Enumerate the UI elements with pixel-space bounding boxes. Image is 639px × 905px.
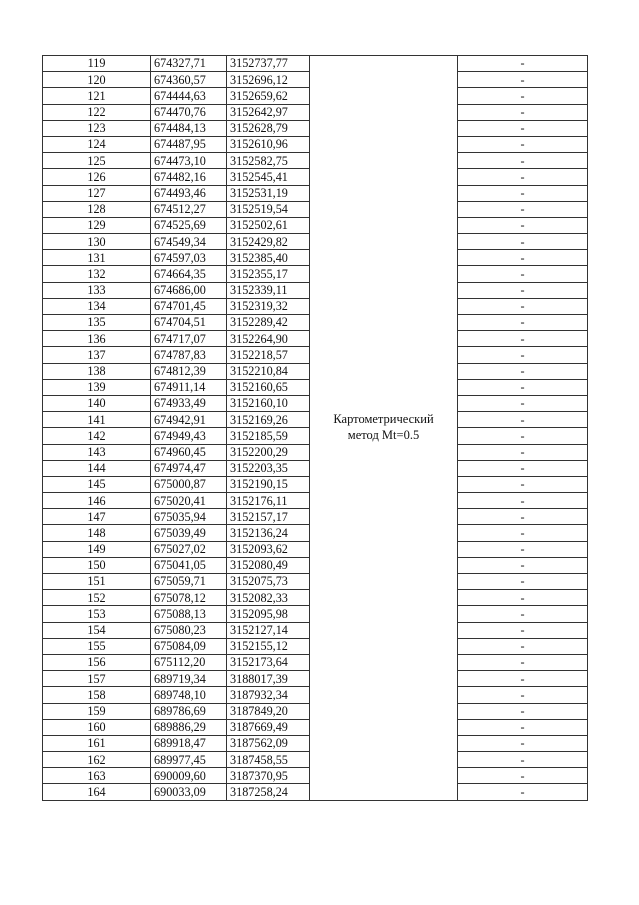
x-coordinate-cell: 674549,34 xyxy=(151,234,227,250)
x-coordinate-cell: 674470,76 xyxy=(151,104,227,120)
point-number-cell: 140 xyxy=(43,395,151,411)
accuracy-cell: - xyxy=(458,315,588,331)
accuracy-cell: - xyxy=(458,379,588,395)
accuracy-cell: - xyxy=(458,298,588,314)
accuracy-cell: - xyxy=(458,250,588,266)
y-coordinate-cell: 3187370,95 xyxy=(227,768,310,784)
x-coordinate-cell: 674473,10 xyxy=(151,153,227,169)
x-coordinate-cell: 689918,47 xyxy=(151,735,227,751)
y-coordinate-cell: 3152531,19 xyxy=(227,185,310,201)
accuracy-cell: - xyxy=(458,395,588,411)
point-number-cell: 156 xyxy=(43,654,151,670)
accuracy-cell: - xyxy=(458,217,588,233)
point-number-cell: 145 xyxy=(43,476,151,492)
x-coordinate-cell: 674942,91 xyxy=(151,412,227,428)
x-coordinate-cell: 674525,69 xyxy=(151,217,227,233)
y-coordinate-cell: 3152169,26 xyxy=(227,412,310,428)
x-coordinate-cell: 675041,05 xyxy=(151,557,227,573)
accuracy-cell: - xyxy=(458,56,588,72)
y-coordinate-cell: 3152659,62 xyxy=(227,88,310,104)
point-number-cell: 143 xyxy=(43,444,151,460)
y-coordinate-cell: 3152173,64 xyxy=(227,654,310,670)
point-number-cell: 121 xyxy=(43,88,151,104)
x-coordinate-cell: 675039,49 xyxy=(151,525,227,541)
x-coordinate-cell: 675080,23 xyxy=(151,622,227,638)
x-coordinate-cell: 674360,57 xyxy=(151,72,227,88)
y-coordinate-cell: 3152075,73 xyxy=(227,574,310,590)
coordinates-table-body xyxy=(43,56,588,801)
y-coordinate-cell: 3152610,96 xyxy=(227,136,310,152)
y-coordinate-cell: 3152160,10 xyxy=(227,395,310,411)
point-number-cell: 123 xyxy=(43,120,151,136)
point-number-cell: 141 xyxy=(43,412,151,428)
point-number-cell: 150 xyxy=(43,557,151,573)
x-coordinate-cell: 690033,09 xyxy=(151,784,227,800)
point-number-cell: 159 xyxy=(43,703,151,719)
y-coordinate-cell: 3152355,17 xyxy=(227,266,310,282)
accuracy-cell: - xyxy=(458,120,588,136)
x-coordinate-cell: 689748,10 xyxy=(151,687,227,703)
accuracy-cell: - xyxy=(458,622,588,638)
y-coordinate-cell: 3152289,42 xyxy=(227,315,310,331)
point-number-cell: 120 xyxy=(43,72,151,88)
y-coordinate-cell: 3152642,97 xyxy=(227,104,310,120)
y-coordinate-cell: 3152155,12 xyxy=(227,638,310,654)
x-coordinate-cell: 674933,49 xyxy=(151,395,227,411)
accuracy-cell: - xyxy=(458,509,588,525)
point-number-cell: 133 xyxy=(43,282,151,298)
x-coordinate-cell: 674812,39 xyxy=(151,363,227,379)
x-coordinate-cell: 674960,45 xyxy=(151,444,227,460)
accuracy-cell: - xyxy=(458,347,588,363)
y-coordinate-cell: 3152200,29 xyxy=(227,444,310,460)
point-number-cell: 146 xyxy=(43,493,151,509)
accuracy-cell: - xyxy=(458,412,588,428)
point-number-cell: 147 xyxy=(43,509,151,525)
x-coordinate-cell: 675000,87 xyxy=(151,476,227,492)
y-coordinate-cell: 3188017,39 xyxy=(227,671,310,687)
accuracy-cell: - xyxy=(458,282,588,298)
point-number-cell: 155 xyxy=(43,638,151,654)
method-cell xyxy=(310,56,458,801)
accuracy-cell: - xyxy=(458,185,588,201)
point-number-cell: 134 xyxy=(43,298,151,314)
x-coordinate-cell: 674787,83 xyxy=(151,347,227,363)
x-coordinate-cell: 689977,45 xyxy=(151,752,227,768)
y-coordinate-cell: 3152127,14 xyxy=(227,622,310,638)
point-number-cell: 132 xyxy=(43,266,151,282)
point-number-cell: 160 xyxy=(43,719,151,735)
accuracy-cell: - xyxy=(458,687,588,703)
accuracy-cell: - xyxy=(458,476,588,492)
point-number-cell: 129 xyxy=(43,217,151,233)
x-coordinate-cell: 674949,43 xyxy=(151,428,227,444)
y-coordinate-cell: 3152176,11 xyxy=(227,493,310,509)
coordinates-table xyxy=(42,55,588,801)
point-number-cell: 148 xyxy=(43,525,151,541)
y-coordinate-cell: 3152429,82 xyxy=(227,234,310,250)
accuracy-cell: - xyxy=(458,234,588,250)
point-number-cell: 149 xyxy=(43,541,151,557)
x-coordinate-cell: 674664,35 xyxy=(151,266,227,282)
y-coordinate-cell: 3152080,49 xyxy=(227,557,310,573)
y-coordinate-cell: 3152385,40 xyxy=(227,250,310,266)
y-coordinate-cell: 3152082,33 xyxy=(227,590,310,606)
y-coordinate-cell: 3152519,54 xyxy=(227,201,310,217)
point-number-cell: 136 xyxy=(43,331,151,347)
x-coordinate-cell: 675059,71 xyxy=(151,574,227,590)
y-coordinate-cell: 3152339,11 xyxy=(227,282,310,298)
x-coordinate-cell: 674512,27 xyxy=(151,201,227,217)
accuracy-cell: - xyxy=(458,703,588,719)
point-number-cell: 122 xyxy=(43,104,151,120)
accuracy-cell: - xyxy=(458,363,588,379)
x-coordinate-cell: 675112,20 xyxy=(151,654,227,670)
y-coordinate-cell: 3152095,98 xyxy=(227,606,310,622)
x-coordinate-cell: 674974,47 xyxy=(151,460,227,476)
x-coordinate-cell: 674482,16 xyxy=(151,169,227,185)
accuracy-cell: - xyxy=(458,72,588,88)
accuracy-cell: - xyxy=(458,104,588,120)
x-coordinate-cell: 689719,34 xyxy=(151,671,227,687)
accuracy-cell: - xyxy=(458,88,588,104)
point-number-cell: 124 xyxy=(43,136,151,152)
y-coordinate-cell: 3187849,20 xyxy=(227,703,310,719)
accuracy-cell: - xyxy=(458,606,588,622)
accuracy-cell: - xyxy=(458,331,588,347)
x-coordinate-cell: 674493,46 xyxy=(151,185,227,201)
point-number-cell: 154 xyxy=(43,622,151,638)
x-coordinate-cell: 675088,13 xyxy=(151,606,227,622)
x-coordinate-cell: 689786,69 xyxy=(151,703,227,719)
x-coordinate-cell: 674911,14 xyxy=(151,379,227,395)
accuracy-cell: - xyxy=(458,784,588,800)
point-number-cell: 126 xyxy=(43,169,151,185)
point-number-cell: 161 xyxy=(43,735,151,751)
accuracy-cell: - xyxy=(458,557,588,573)
point-number-cell: 138 xyxy=(43,363,151,379)
x-coordinate-cell: 674701,45 xyxy=(151,298,227,314)
point-number-cell: 135 xyxy=(43,315,151,331)
x-coordinate-cell: 675035,94 xyxy=(151,509,227,525)
y-coordinate-cell: 3152203,35 xyxy=(227,460,310,476)
y-coordinate-cell: 3187562,09 xyxy=(227,735,310,751)
x-coordinate-cell: 675027,02 xyxy=(151,541,227,557)
point-number-cell: 139 xyxy=(43,379,151,395)
point-number-cell: 137 xyxy=(43,347,151,363)
x-coordinate-cell: 674717,07 xyxy=(151,331,227,347)
x-coordinate-cell: 675020,41 xyxy=(151,493,227,509)
y-coordinate-cell: 3152628,79 xyxy=(227,120,310,136)
accuracy-cell: - xyxy=(458,590,588,606)
x-coordinate-cell: 689886,29 xyxy=(151,719,227,735)
method-text-line: Картометрический xyxy=(333,412,434,427)
accuracy-cell: - xyxy=(458,638,588,654)
accuracy-cell: - xyxy=(458,768,588,784)
point-number-cell: 153 xyxy=(43,606,151,622)
point-number-cell: 157 xyxy=(43,671,151,687)
point-number-cell: 119 xyxy=(43,56,151,72)
y-coordinate-cell: 3152582,75 xyxy=(227,153,310,169)
accuracy-cell: - xyxy=(458,169,588,185)
accuracy-cell: - xyxy=(458,654,588,670)
x-coordinate-cell: 674444,63 xyxy=(151,88,227,104)
method-text-line: метод Mt=0.5 xyxy=(347,427,420,442)
x-coordinate-cell: 675084,09 xyxy=(151,638,227,654)
x-coordinate-cell: 674484,13 xyxy=(151,120,227,136)
point-number-cell: 151 xyxy=(43,574,151,590)
accuracy-cell: - xyxy=(458,428,588,444)
y-coordinate-cell: 3187932,34 xyxy=(227,687,310,703)
y-coordinate-cell: 3187458,55 xyxy=(227,752,310,768)
y-coordinate-cell: 3152218,57 xyxy=(227,347,310,363)
y-coordinate-cell: 3187258,24 xyxy=(227,784,310,800)
y-coordinate-cell: 3152545,41 xyxy=(227,169,310,185)
point-number-cell: 162 xyxy=(43,752,151,768)
y-coordinate-cell: 3187669,49 xyxy=(227,719,310,735)
y-coordinate-cell: 3152093,62 xyxy=(227,541,310,557)
point-number-cell: 131 xyxy=(43,250,151,266)
point-number-cell: 144 xyxy=(43,460,151,476)
accuracy-cell: - xyxy=(458,719,588,735)
x-coordinate-cell: 674597,03 xyxy=(151,250,227,266)
accuracy-cell: - xyxy=(458,525,588,541)
accuracy-cell: - xyxy=(458,671,588,687)
x-coordinate-cell: 674487,95 xyxy=(151,136,227,152)
point-number-cell: 163 xyxy=(43,768,151,784)
point-number-cell: 130 xyxy=(43,234,151,250)
point-number-cell: 127 xyxy=(43,185,151,201)
y-coordinate-cell: 3152502,61 xyxy=(227,217,310,233)
point-number-cell: 142 xyxy=(43,428,151,444)
y-coordinate-cell: 3152136,24 xyxy=(227,525,310,541)
accuracy-cell: - xyxy=(458,541,588,557)
x-coordinate-cell: 674327,71 xyxy=(151,56,227,72)
y-coordinate-cell: 3152264,90 xyxy=(227,331,310,347)
y-coordinate-cell: 3152160,65 xyxy=(227,379,310,395)
accuracy-cell: - xyxy=(458,460,588,476)
point-number-cell: 128 xyxy=(43,201,151,217)
accuracy-cell: - xyxy=(458,444,588,460)
y-coordinate-cell: 3152185,59 xyxy=(227,428,310,444)
point-number-cell: 152 xyxy=(43,590,151,606)
x-coordinate-cell: 675078,12 xyxy=(151,590,227,606)
y-coordinate-cell: 3152737,77 xyxy=(227,56,310,72)
y-coordinate-cell: 3152190,15 xyxy=(227,476,310,492)
table-row xyxy=(43,56,588,72)
point-number-cell: 125 xyxy=(43,153,151,169)
accuracy-cell: - xyxy=(458,136,588,152)
x-coordinate-cell: 674704,51 xyxy=(151,315,227,331)
accuracy-cell: - xyxy=(458,493,588,509)
y-coordinate-cell: 3152157,17 xyxy=(227,509,310,525)
y-coordinate-cell: 3152696,12 xyxy=(227,72,310,88)
accuracy-cell: - xyxy=(458,752,588,768)
x-coordinate-cell: 690009,60 xyxy=(151,768,227,784)
accuracy-cell: - xyxy=(458,153,588,169)
y-coordinate-cell: 3152210,84 xyxy=(227,363,310,379)
accuracy-cell: - xyxy=(458,574,588,590)
x-coordinate-cell: 674686,00 xyxy=(151,282,227,298)
point-number-cell: 158 xyxy=(43,687,151,703)
accuracy-cell: - xyxy=(458,201,588,217)
y-coordinate-cell: 3152319,32 xyxy=(227,298,310,314)
accuracy-cell: - xyxy=(458,266,588,282)
point-number-cell: 164 xyxy=(43,784,151,800)
accuracy-cell: - xyxy=(458,735,588,751)
